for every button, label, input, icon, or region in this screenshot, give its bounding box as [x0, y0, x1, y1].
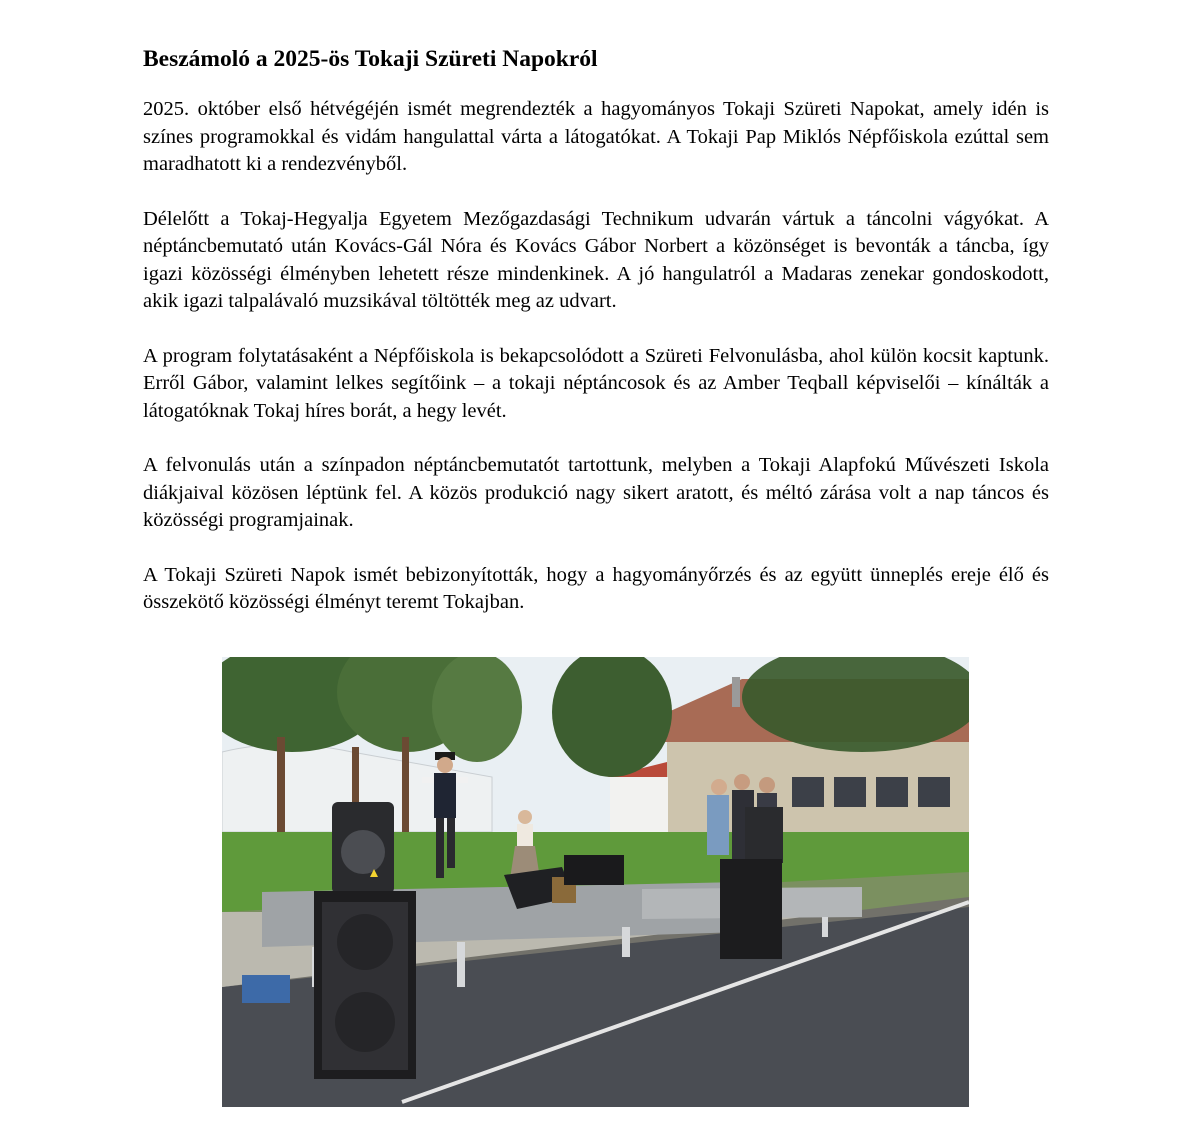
speaker-left-top — [332, 802, 394, 894]
equipment-case — [564, 855, 624, 885]
chimney — [732, 677, 740, 707]
paragraph-intro: 2025. október első hétvégéjén ismét megrendezték a hagyományos Tokaji Szüreti Napokat, amely idén is színes programokkal és vidám hangulattal várta a látogatókat. A Tokaji Pap Miklós Népfőiskola ezúttal sem maradhatott ki a rendezvényből. — [143, 98, 1049, 175]
paragraph-morning-dance: Délelőtt a Tokaj-Hegyalja Egyetem Mezőgazdasági Technikum udvarán vártuk a táncolni vágyókat. A néptáncbemutató után Kovács-Gál Nóra és Kovács Gábor Norbert a közönséget is bevonták a táncba, így igazi közösségi élményben lehetett része mindenkinek. A jó hangulatról a Madaras zenekar gondoskodott, akik igazi talpalávaló muzsikával töltötték meg az udvart. — [143, 207, 1049, 312]
paragraph-parade: A program folytatásaként a Népfőiskola is bekapcsolódott a Szüreti Felvonulásba, ahol külön kocsit kaptunk. Erről Gábor, valamint lelkes segítőink – a tokaji néptáncosok és az Amber Teqball képviselői – kínálták a látogatóknak Tokaj híres borát, a hegy levét. — [143, 344, 1049, 422]
document-title: Beszámoló a 2025-ös Tokaji Szüreti Napokról — [143, 46, 598, 72]
equipment-box — [242, 975, 290, 1003]
event-photo — [222, 657, 969, 1107]
stage-scene-illustration — [222, 657, 969, 1107]
paragraph-stage-performance: A felvonulás után a színpadon néptáncbemutatót tartottunk, melyben a Tokaji Alapfokú Művészeti Iskola diákjaival közösen léptünk fel. A közös produkció nagy sikert aratott, és méltó zárása volt a nap táncos és közösségi programjainak. — [143, 454, 1049, 531]
document-page — [143, 44, 1049, 644]
paragraph-conclusion: A Tokaji Szüreti Napok ismét bebizonyították, hogy a hagyományőrzés és az együtt ünneplés ereje élő és összekötő közösségi élményt teremt Tokajban. — [143, 563, 1049, 613]
speaker-left-floor — [314, 891, 416, 1079]
shed — [610, 777, 668, 832]
